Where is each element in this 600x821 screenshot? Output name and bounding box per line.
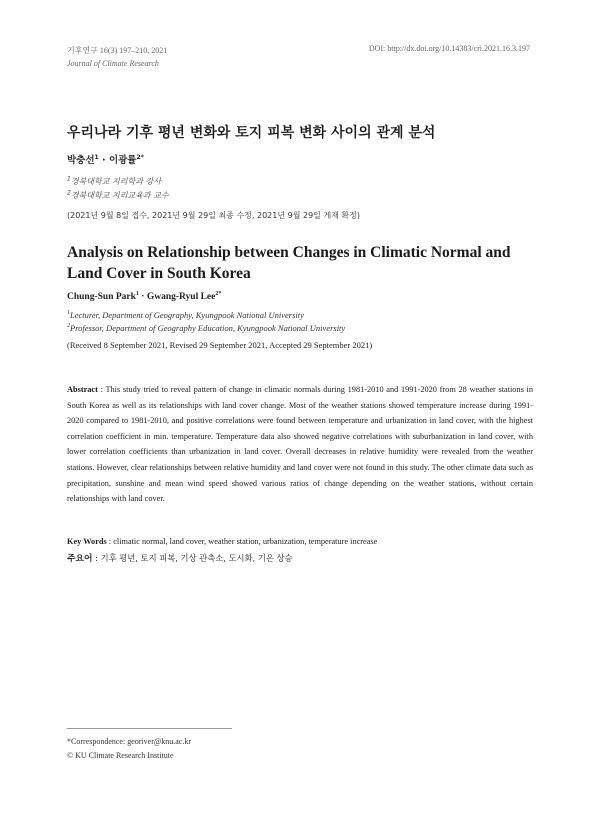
english-author-1: Chung-Sun Park <box>67 292 136 302</box>
correspondence-email[interactable]: *Correspondence: georiver@knu.ac.kr <box>67 737 191 746</box>
english-author-2-sup: 2* <box>215 290 222 297</box>
keywords-korean-sep: : <box>92 553 101 563</box>
english-author-1-sup: 1 <box>135 290 139 297</box>
korean-affiliation-1 <box>67 176 161 187</box>
abstract-sep: : <box>97 385 106 394</box>
running-header <box>67 44 167 70</box>
korean-aff-2-sup: 2 <box>67 189 71 197</box>
korean-authors <box>67 152 144 166</box>
korean-aff-1-sup: 1 <box>67 175 71 183</box>
korean-aff-2-text: 경북대학교 지리교육과 교수 <box>70 191 169 200</box>
keywords-label: Key Words <box>67 537 107 546</box>
keywords-text: climatic normal, land cover, weather station, urbanization, temperature increase <box>113 537 378 546</box>
keywords-korean-text: 기후 평년, 토지 피복, 기상 관측소, 도시화, 기온 상승 <box>100 553 293 563</box>
korean-received-dates: (2021년 9월 8일 접수, 2021년 9월 29일 최종 수정, 2021년 9월 29일 게재 확정) <box>67 211 361 220</box>
copyright: © KU Climate Research Institute <box>67 751 174 760</box>
english-received-dates: (Received 8 September 2021, Revised 29 September 2021, Accepted 29 September 2021) <box>67 340 373 350</box>
english-aff-1-sup: 1 <box>67 310 70 317</box>
korean-affiliation-2 <box>67 190 169 201</box>
korean-aff-1-text: 경북대학교 지리학과 강사 <box>70 177 161 186</box>
footnote-divider <box>67 728 232 729</box>
english-affiliation-1 <box>67 310 304 320</box>
abstract-text: This study tried to reveal pattern of change in climatic normals during 1981-2010 and 1991-2020 from 28 weather stations in South Korea as well as its relationships with land cover change. Most of the weather stations showed temperature increase during 1991-2020 compared to 1981-2010, and positive correlations were found between temperature and urbanization in land cover, with the highest correlation coefficient in min. temperature. Temperature data also showed negative correlations with suburbanization in land cover, with lower correlation coefficients than urbanization in land cover. Overall decreases in relative humidity were revealed from the weather stations. However, clear relationships between relative humidity and land cover were not found in this study. The other climate data such as precipitation, sunshine and mean wind speed showed various ratios of change depending on the weather stations, without certain relationships with land cover. <box>67 385 533 504</box>
footnote <box>67 735 191 763</box>
english-author-2: Gwang-Ryul Lee <box>146 292 216 302</box>
korean-author-2: 이광률 <box>108 155 137 166</box>
abstract-label: Abstract <box>67 385 98 394</box>
citation: 기후연구 16(3) 197–210, 2021 <box>67 46 168 55</box>
abstract <box>67 382 533 507</box>
korean-author-1: 박충선 <box>67 155 95 166</box>
doi-link[interactable]: DOI: http://dx.doi.org/10.14383/cri.2021.16.3.197 <box>368 44 530 53</box>
english-affiliation-2 <box>67 323 345 333</box>
korean-author-1-sup: 1 <box>94 153 99 161</box>
keywords-korean <box>67 551 293 564</box>
english-aff-1-text: Lecturer, Department of Geography, Kyungpook National University <box>70 310 304 320</box>
journal-name: Journal of Climate Research <box>67 59 159 68</box>
korean-author-2-sup: 2* <box>136 153 144 161</box>
english-authors <box>67 292 221 302</box>
keywords <box>67 534 533 549</box>
english-title: Analysis on Relationship between Changes in Climatic Normal and Land Cover in South Korea <box>67 244 511 282</box>
english-aff-2-sup: 2 <box>67 323 70 330</box>
keywords-sep: : <box>106 537 114 546</box>
author-separator: · <box>138 292 147 302</box>
keywords-korean-label: 주요어 <box>67 554 93 564</box>
korean-title: 우리나라 기후 평년 변화와 토지 피복 변화 사이의 관계 분석 <box>67 125 436 141</box>
english-aff-2-text: Professor, Department of Geography Education, Kyungpook National University <box>70 323 346 333</box>
author-separator: · <box>98 155 109 166</box>
